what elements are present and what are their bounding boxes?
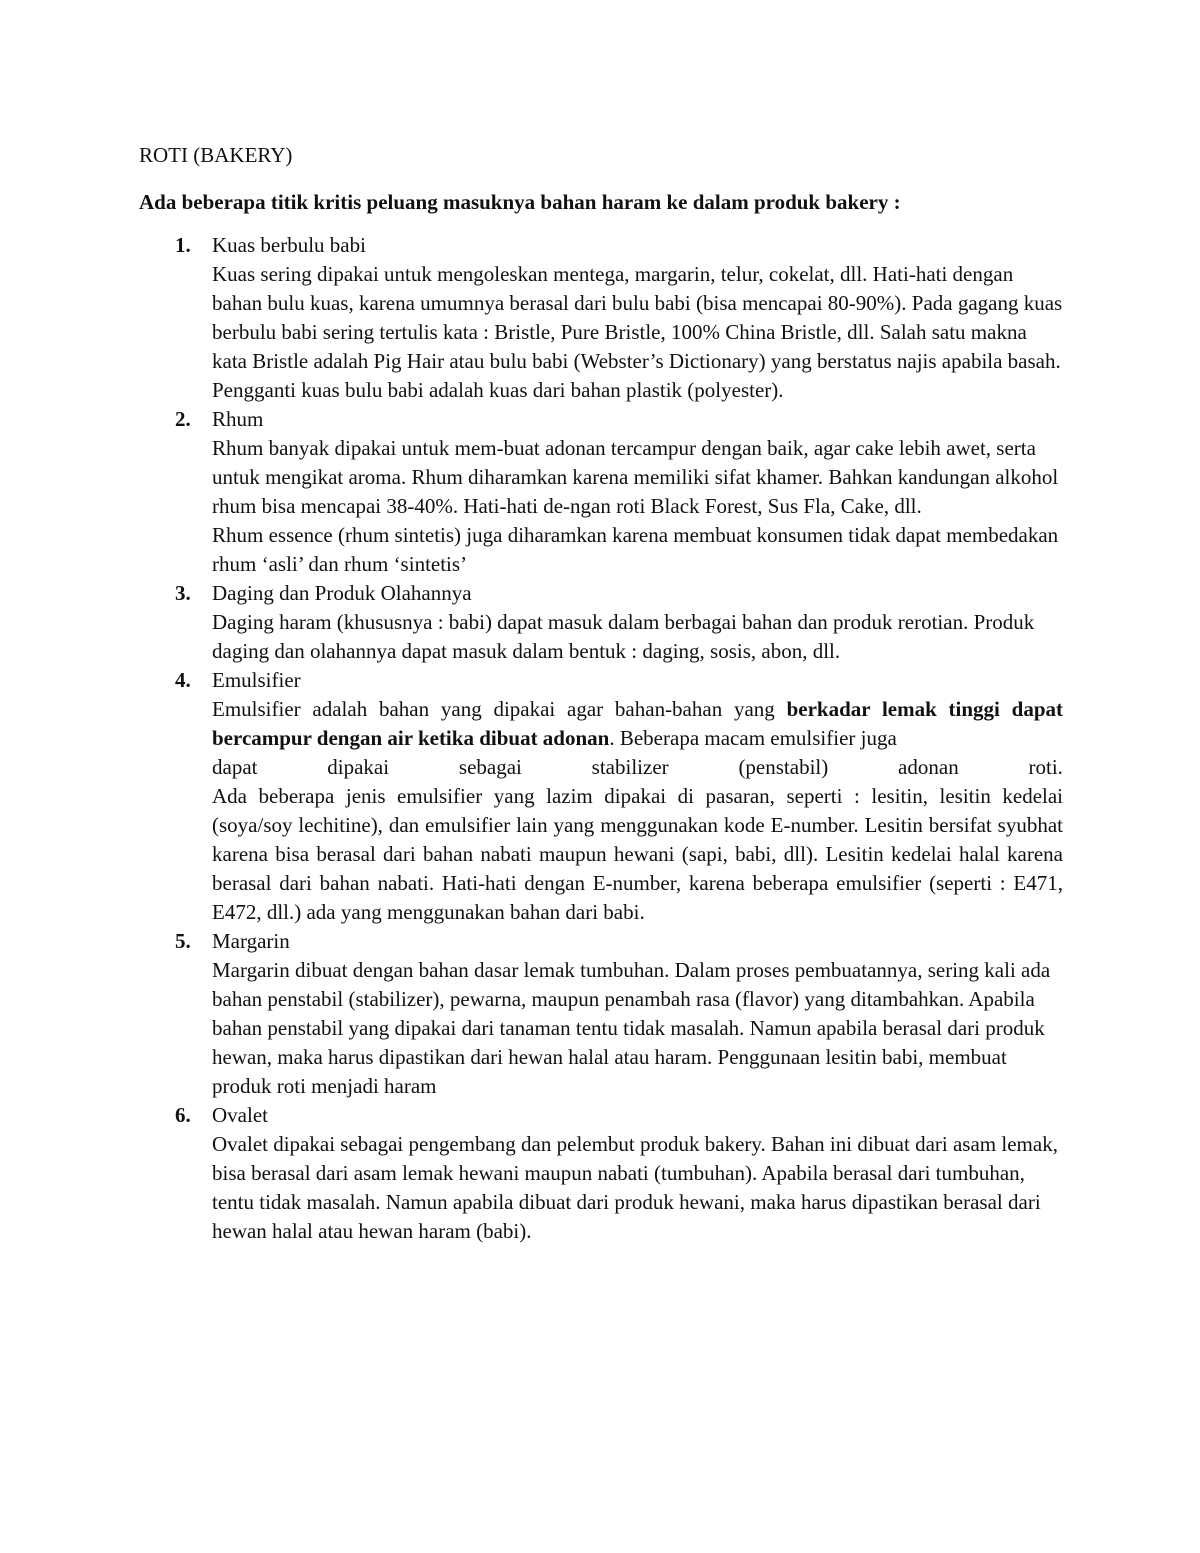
item-number: 3. xyxy=(175,581,191,605)
item-body: Kuas sering dipakai untuk mengoleskan mentega, margarin, telur, cokelat, dll. Hati-hati dengan bahan bulu kuas, karena umumnya berasal dari bulu babi (bisa mencapai 80-90%). Pada gagang kuas berbulu babi sering tertulis kata : Bristle, Pure Bristle, 100% China Bristle, dll. Salah satu makna kata Bristle adalah Pig Hair atau bulu babi (Webster’s Dictionary) yang berstatus najis apabila basah. Pengganti kuas bulu babi adalah kuas dari bahan plastik (polyester). xyxy=(212,262,1063,402)
document-subtitle: Ada beberapa titik kritis peluang masuknya bahan haram ke dalam produk bakery : xyxy=(139,190,901,214)
item-body: Margarin dibuat dengan bahan dasar lemak tumbuhan. Dalam proses pembuatannya, sering kali ada bahan penstabil (stabilizer), pewarna, maupun penambah rasa (flavor) yang ditambahkan. Apabila bahan penstabil yang dipakai dari tanaman tentu tidak masalah. Namun apabila berasal dari produk hewan, maka harus dipastikan dari hewan halal atau haram. Penggunaan lesitin babi, membuat produk roti menjadi haram xyxy=(212,958,1051,1098)
item-body-text: . Beberapa macam emulsifier juga xyxy=(609,726,897,750)
item-title: Rhum xyxy=(212,407,264,431)
item-body-text: Emulsifier adalah bahan yang dipakai agar bahan-bahan yang xyxy=(212,697,787,721)
word: roti. xyxy=(1028,755,1063,779)
item-body xyxy=(212,695,1063,753)
list-item xyxy=(139,579,1063,666)
item-body: Ovalet dipakai sebagai pengembang dan pelembut produk bakery. Bahan ini dibuat dari asam lemak, bisa berasal dari asam lemak hewani maupun nabati (tumbuhan). Apabila berasal dari tumbuhan, tentu tidak masalah. Namun apabila dibuat dari produk hewani, maka harus dipastikan berasal dari hewan halal atau hewan haram (babi). xyxy=(212,1132,1058,1243)
word: stabilizer xyxy=(591,755,669,779)
item-number: 6. xyxy=(175,1103,191,1127)
item-number: 2. xyxy=(175,407,191,431)
item-body: Rhum banyak dipakai untuk mem-buat adonan tercampur dengan baik, agar cake lebih awet, serta untuk mengikat aroma. Rhum diharamkan karena memiliki sifat khamer. Bahkan kandungan alkohol rhum bisa mencapai 38-40%. Hati-hati de-ngan roti Black Forest, Sus Fla, Cake, dll. xyxy=(212,436,1059,518)
item-body: Daging haram (khususnya : babi) dapat masuk dalam berbagai bahan dan produk rerotian. Produk daging dan olahannya dapat masuk dalam bentuk : daging, sosis, abon, dll. xyxy=(212,610,1035,663)
item-body-extra: Ada beberapa jenis emulsifier yang lazim dipakai di pasaran, seperti : lesitin, lesitin kedelai (soya/soy lechitine), dan emulsifier lain yang menggunakan kode E-number. Lesitin bersifat syubhat karena bisa berasal dari bahan nabati maupun hewani (sapi, babi, dll). Lesitin kedelai halal karena berasal dari bahan nabati. Hati-hati dengan E-number, karena beberapa emulsifier (seperti : E471, E472, dll.) ada yang menggunakan bahan dari babi. xyxy=(212,784,1063,924)
item-title: Daging dan Produk Olahannya xyxy=(212,581,472,605)
list-item xyxy=(139,405,1063,579)
list-item xyxy=(139,1101,1063,1246)
word: dapat xyxy=(212,755,258,779)
word: dipakai xyxy=(327,755,390,779)
item-number: 4. xyxy=(175,668,191,692)
word: (penstabil) xyxy=(738,755,829,779)
item-body-bold: berkadar lemak tinggi dapat bercampur dengan air ketika dibuat adonan xyxy=(212,697,1063,750)
list-item xyxy=(139,231,1063,405)
item-number: 1. xyxy=(175,233,191,257)
item-body-extra: Rhum essence (rhum sintetis) juga diharamkan karena membuat konsumen tidak dapat membedakan rhum ‘asli’ dan rhum ‘sintetis’ xyxy=(212,523,1059,576)
document-title: ROTI (BAKERY) xyxy=(139,143,293,167)
item-title: Margarin xyxy=(212,929,290,953)
list-item xyxy=(139,666,1063,927)
document-page xyxy=(139,141,1063,1246)
word: adonan xyxy=(898,755,959,779)
item-title: Kuas berbulu babi xyxy=(212,233,366,257)
item-title: Emulsifier xyxy=(212,668,301,692)
list-item xyxy=(139,927,1063,1101)
critical-points-list xyxy=(139,231,1063,1246)
word: sebagai xyxy=(458,755,522,779)
justified-line xyxy=(212,753,1063,782)
item-title: Ovalet xyxy=(212,1103,268,1127)
item-number: 5. xyxy=(175,929,191,953)
